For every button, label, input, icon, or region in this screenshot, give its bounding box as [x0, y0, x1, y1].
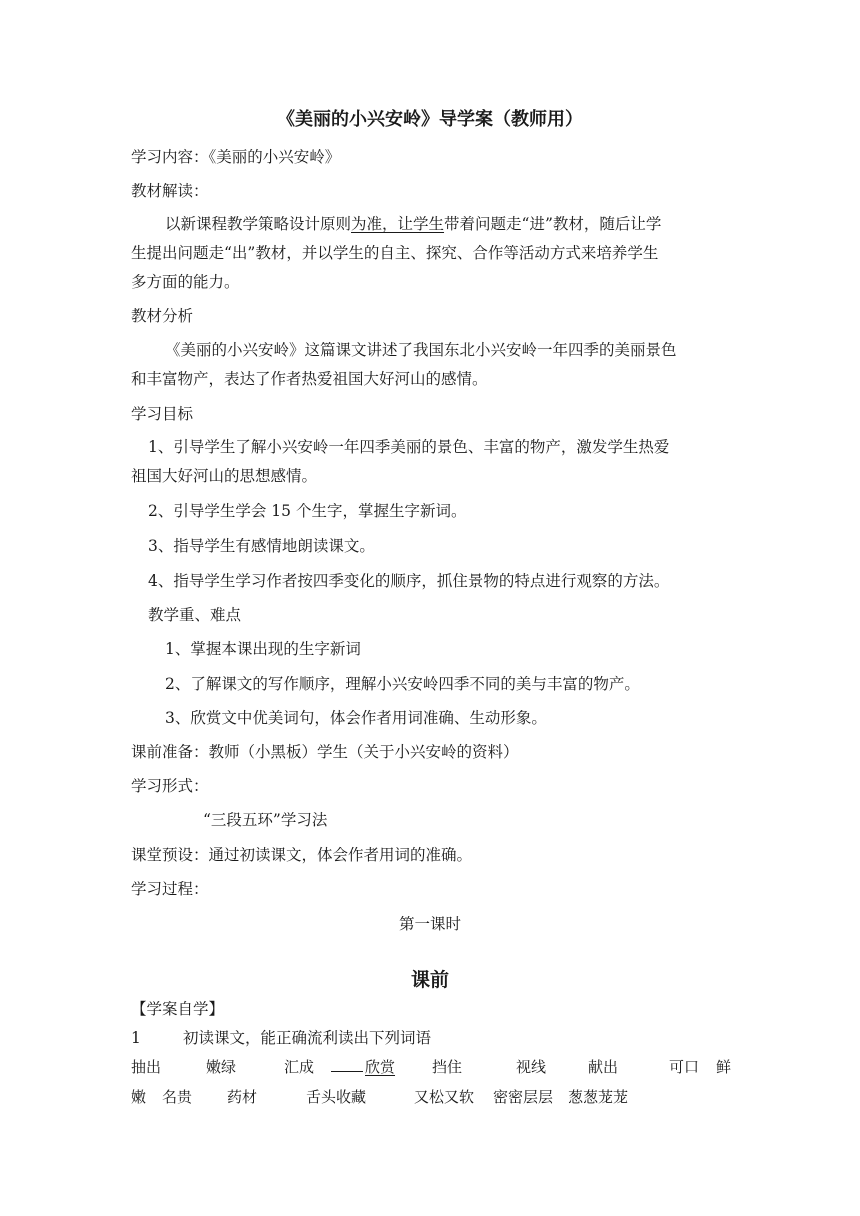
vocab-word: 舌头收藏: [306, 1088, 367, 1106]
self-study-heading: 【学案自学】: [131, 1000, 225, 1018]
text-run: 以新课程教学策略设计原则: [165, 215, 352, 233]
learning-process-heading: 学习过程：: [131, 880, 209, 898]
goal-3: 3、指导学生有感情地朗读课文。: [148, 537, 375, 555]
vocab-word: 抽出: [131, 1058, 162, 1076]
vocab-word: 密密层层: [493, 1088, 554, 1106]
document-title: 《美丽的小兴安岭》导学案（教师用）: [277, 109, 583, 130]
class-preparation: 课前准备：教师（小黑板）学生（关于小兴安岭的资料）: [131, 743, 519, 761]
key-point-1: 1、掌握本课出现的生字新词: [165, 640, 361, 658]
vocab-word: 可口: [669, 1058, 700, 1076]
vocab-word-with-blank: [331, 1057, 395, 1077]
textbook-reading-paragraph-line-2: 生提出问题走“出”教材，并以学生的自主、探究、合作等活动方式来培养学生: [131, 244, 659, 262]
lesson-label: 第一课时: [398, 915, 461, 933]
vocab-word: 又松又软: [414, 1088, 475, 1106]
key-point-2: 2、了解课文的写作顺序，理解小兴安岭四季不同的美与丰富的物产。: [165, 675, 640, 693]
vocab-word: 嫩绿: [206, 1058, 237, 1076]
goal-2: 2、引导学生学会 15 个生字，掌握生字新词。: [148, 502, 467, 520]
vocab-word: 药材: [227, 1088, 258, 1106]
vocab-word: 挡住: [432, 1058, 463, 1076]
vocab-word: 鲜: [716, 1058, 732, 1076]
text-run: 带着问题走“进”教材，随后让学: [444, 215, 662, 233]
vocab-word: 名贵: [162, 1088, 193, 1106]
class-preset: 课堂预设：通过初读课文，体会作者用词的准确。: [131, 846, 473, 864]
key-point-3: 3、欣赏文中优美词句，体会作者用词准确、生动形象。: [165, 709, 547, 727]
study-content-line: 学习内容：《美丽的小兴安岭》: [131, 148, 341, 166]
vocab-word: 欣赏: [365, 1058, 396, 1076]
item-1-number: 1: [131, 1029, 141, 1047]
underlined-text: 为准，让学生: [351, 215, 445, 233]
goal-1-line-2: 祖国大好河山的思想感情。: [131, 467, 318, 485]
vocab-word: 视线: [516, 1058, 547, 1076]
textbook-reading-paragraph-line-1: [165, 214, 661, 234]
goal-4: 4、指导学生学习作者按四季变化的顺序，抓住景物的特点进行观察的方法。: [148, 572, 670, 590]
textbook-analysis-line-1: 《美丽的小兴安岭》这篇课文讲述了我国东北小兴安岭一年四季的美丽景色: [165, 341, 677, 359]
textbook-analysis-heading: 教材分析: [131, 307, 194, 325]
textbook-reading-heading: 教材解读：: [131, 182, 209, 200]
vocab-word: 嫩: [131, 1088, 147, 1106]
before-class-heading: 课前: [410, 969, 449, 991]
vocab-word: 献出: [588, 1058, 619, 1076]
textbook-reading-paragraph-line-3: 多方面的能力。: [131, 273, 240, 291]
vocab-word: 汇成: [284, 1058, 315, 1076]
learning-goals-heading: 学习目标: [131, 405, 194, 423]
fill-blank-line: [331, 1057, 363, 1072]
key-points-heading: 教学重、难点: [148, 606, 242, 624]
textbook-analysis-line-2: 和丰富物产，表达了作者热爱祖国大好河山的感情。: [131, 370, 488, 388]
item-1-text: 初读课文，能正确流利读出下列词语: [183, 1029, 432, 1047]
learning-form-value: “三段五环”学习法: [203, 811, 328, 829]
learning-form-heading: 学习形式：: [131, 777, 209, 795]
vocab-word: 葱葱茏茏: [568, 1088, 629, 1106]
goal-1-line-1: 1、引导学生了解小兴安岭一年四季美丽的景色、丰富的物产，激发学生热爱: [148, 438, 670, 456]
